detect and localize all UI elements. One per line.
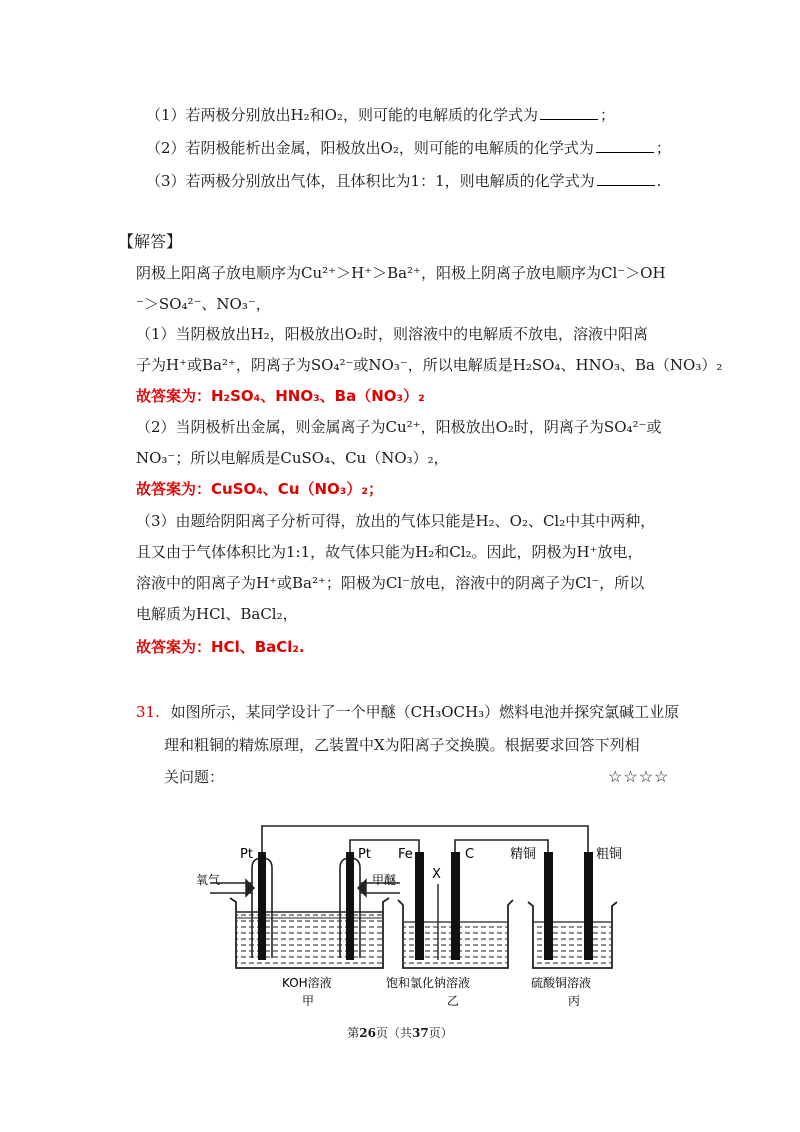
label-pt-left: Pt <box>240 847 253 862</box>
answer-part-2-line-2: NO₃⁻；所以电解质是CuSO₄、Cu（NO₃）₂， <box>136 449 449 467</box>
answer-result-1: 故答案为：H₂SO₄、HNO₃、Ba（NO₃）₂ <box>136 387 425 405</box>
answer-part-2-line-1: （2）当阴极析出金属，则金属离子为Cu²⁺，阳极放出O₂时，阴离子为SO₄²⁻或 <box>136 418 662 436</box>
label-dme: 甲醚 <box>372 873 397 887</box>
question-2: （2）若阴极能析出金属，阳极放出O₂，则可能的电解质的化学式为 ； <box>146 136 671 159</box>
answer-heading: 【解答】 <box>118 232 183 251</box>
total-pages: 37 <box>412 1026 429 1040</box>
answer-result-3: 故答案为：HCl、BaCl₂. <box>136 638 305 656</box>
label-pt-right: Pt <box>358 847 371 862</box>
answer-result-2: 故答案为：CuSO₄、Cu（NO₃）₂； <box>136 480 383 498</box>
question-31-line-2: 理和粗铜的精炼原理，乙装置中X为阳离子交换膜。根据要求回答下列相 <box>164 736 640 754</box>
label-x: X <box>432 867 441 882</box>
label-fe: Fe <box>398 847 413 862</box>
question-3: （3）若两极分别放出气体，且体积比为1：1，则电解质的化学式为 . <box>146 169 661 192</box>
fe-electrode <box>415 852 424 960</box>
label-jia: 甲 <box>302 994 315 1008</box>
c-electrode <box>451 852 460 960</box>
answer-intro-line-1: 阴极上阳离子放电顺序为Cu²⁺＞H⁺＞Ba²⁺，阳极上阴离子放电顺序为Cl⁻＞OH <box>136 264 666 282</box>
beaker-jia <box>230 898 389 968</box>
label-c: C <box>465 847 475 862</box>
answer-part-3-line-1: （3）由题给阴阳离子分析可得，放出的气体只能是H₂、O₂、Cl₂中其中两种， <box>136 512 656 530</box>
answer-part-1-line-1: （1）当阴极放出H₂，阳极放出O₂时，则溶液中的电解质不放电，溶液中阳离 <box>136 325 648 343</box>
answer-part-1-line-2: 子为H⁺或Ba²⁺，阴离子为SO₄²⁻或NO₃⁻，所以电解质是H₂SO₄、HNO₃、Ba（NO₃）₂ <box>136 356 723 374</box>
answer-part-3-line-3: 溶液中的阳离子为H⁺或Ba²⁺；阳极为Cl⁻放电，溶液中的阴离子为Cl⁻，所以 <box>136 574 645 592</box>
beaker-yi <box>398 852 513 968</box>
question-number: 31. <box>136 703 160 721</box>
label-bing: 丙 <box>568 994 581 1008</box>
answer-intro-line-2: ⁻＞SO₄²⁻、NO₃⁻， <box>136 295 271 313</box>
pure-copper-electrode <box>544 852 553 960</box>
beaker-bing <box>528 852 617 968</box>
label-nacl: 饱和氯化钠溶液 <box>386 976 471 990</box>
label-oxygen: 氧气 <box>196 873 221 887</box>
label-crude-copper: 粗铜 <box>596 847 623 862</box>
page-footer: 第26页（共37页） <box>347 1026 453 1040</box>
circuit-wires <box>262 826 588 852</box>
question-31-line-3: 关问题： <box>164 768 225 786</box>
label-koh: KOH溶液 <box>282 976 332 990</box>
difficulty-stars: ☆☆☆☆ <box>608 767 670 786</box>
question-31-line-1: 31. 如图所示，某同学设计了一个甲醚（CH₃OCH₃）燃料电池并探究氯碱工业原 <box>136 703 680 721</box>
label-yi: 乙 <box>447 994 460 1008</box>
question-1: （1）若两极分别放出H₂和O₂，则可能的电解质的化学式为 ； <box>146 103 615 126</box>
crude-copper-electrode <box>584 852 593 960</box>
answer-part-3-line-2: 且又由于气体体积比为1:1，故气体只能为H₂和Cl₂。因此，阴极为H⁺放电， <box>136 543 643 561</box>
label-cuso4: 硫酸铜溶液 <box>531 976 592 990</box>
page-number: 26 <box>359 1026 376 1040</box>
label-pure-copper: 精铜 <box>510 847 537 862</box>
answer-part-3-line-4: 电解质为HCl、BaCl₂， <box>136 605 298 623</box>
